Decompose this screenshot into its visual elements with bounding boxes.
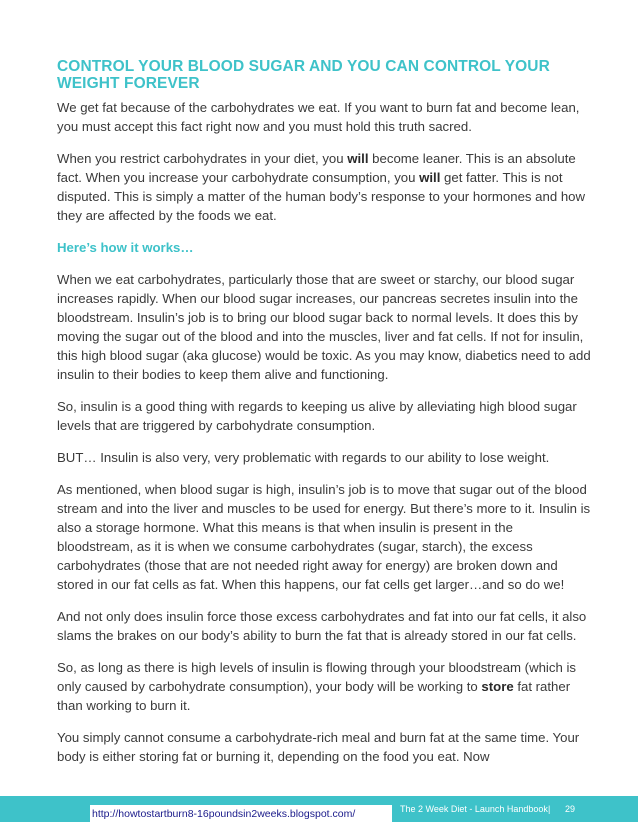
paragraph-8: So, as long as there is high levels of insulin is flowing through your bloodstream (which is only caused by carbohydrate consumption), your body will be working to store fat rather than working to burn it. <box>57 659 576 713</box>
paragraph-2: When you restrict carbohydrates in your diet, you will become leaner. This is an absolute fact. When you increase your carbohydrate consumption, you will get fatter. This is not disputed. This is simply a matter of the human body’s response to your hormones and how they are affected by the foods we eat. <box>57 150 586 224</box>
page-footer <box>0 796 638 822</box>
paragraph-6: As mentioned, when blood sugar is high, insulin’s job is to move that sugar out of the blood stream and into the liver and muscles to be used for energy. But there’s more to it. Insulin is also a storage hormone. What this means is that when insulin is present in the bloodstream, as it is when we consume carbohydrates (sugar, starch), the excess carbohydrates (those that are not needed right away for energy) are broken down and stored in our fat cells as fat. When this happens, our fat cells get larger…and so do we! <box>57 481 591 593</box>
page-title: CONTROL YOUR BLOOD SUGAR AND YOU CAN CONTROL YOUR WEIGHT FOREVER <box>57 58 550 92</box>
emphasis-store: store <box>481 678 514 694</box>
footer-handbook-title: The 2 Week Diet - Launch Handbook <box>400 804 548 814</box>
paragraph-7: And not only does insulin force those excess carbohydrates and fat into our fat cells, it also slams the brakes on our body’s ability to burn the fat that is already stored in our fat cells. <box>57 608 587 643</box>
paragraph-9: You simply cannot consume a carbohydrate-rich meal and burn fat at the same time. Your body is either storing fat or burning it, depending on the food you eat. Now <box>57 729 580 764</box>
paragraph-3: When we eat carbohydrates, particularly those that are sweet or starchy, our blood sugar increases rapidly. When our blood sugar increases, our pancreas secretes insulin into the bloodstream. Insulin’s job is to bring our blood sugar back to normal levels. It does this by moving the sugar out of the blood and into the muscles, liver and fat cells. If not for insulin, this high blood sugar (aka glucose) would be toxic. As you may know, diabetics need to add insulin to their bodies to keep them alive and functioning. <box>57 271 591 383</box>
page-number: 29 <box>565 804 576 814</box>
footer-url-link[interactable]: http://howtostartburn8-16poundsin2weeks.blogspot.com/ <box>90 805 392 824</box>
body-text <box>57 98 591 779</box>
paragraph-4: So, insulin is a good thing with regards to keeping us alive by alleviating high blood sugar levels that are triggered by carbohydrate consumption. <box>57 398 577 434</box>
section-subhead: Here’s how it works… <box>57 239 194 255</box>
paragraph-5: BUT… Insulin is also very, very problematic with regards to our ability to lose weight. <box>57 449 550 465</box>
footer-separator: | <box>548 804 551 814</box>
emphasis-will: will <box>419 169 441 185</box>
emphasis-will: will <box>347 150 369 166</box>
paragraph-1: We get fat because of the carbohydrates we eat. If you want to burn fat and become lean, you must accept this fact right now and you must hold this truth sacred. <box>57 100 580 135</box>
